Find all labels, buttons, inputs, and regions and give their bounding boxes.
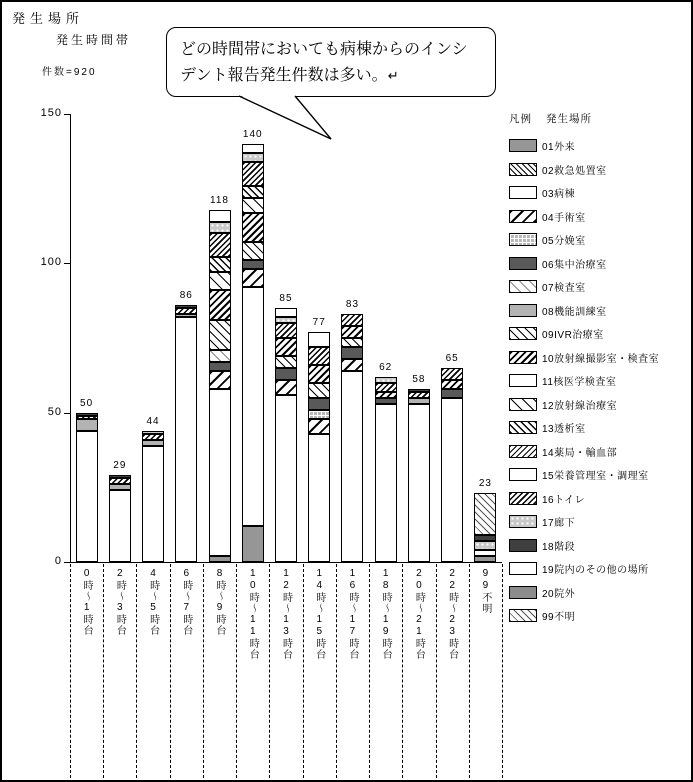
legend-label: 06集中治療室 [542,259,607,271]
legend-label: 14薬局・輸血部 [542,447,618,459]
y-tick-mark [64,562,70,563]
bar-segment-04 [209,371,231,389]
bar-segment-19 [209,210,231,222]
legend-item [509,351,691,364]
bar-segment-16 [408,392,430,398]
bar-segment-03 [308,434,330,562]
callout-tail [227,95,347,143]
legend-swatch-20 [509,586,537,599]
bar-segment-12 [209,272,231,290]
legend-label: 07検査室 [542,283,586,294]
bar-segment-07 [209,350,231,362]
bar-segment-18 [175,305,197,308]
bar-segment-19 [275,308,297,317]
bar-segment-13 [242,186,264,198]
legend-item [509,445,691,458]
bar-segment-06 [242,260,264,269]
legend-label: 12放射線治療室 [542,400,618,412]
page-title: 発生場所 [12,11,85,26]
x-axis-label-text: 99不明 [479,568,491,614]
bar-total-label: 85 [279,293,293,305]
stacked-bar [175,305,197,562]
x-axis-label-text: 22時〜23時台 [446,568,458,660]
legend-header-left: 凡例 [509,113,532,125]
bar-segment-17 [142,431,164,434]
bar-segment-16 [441,368,463,380]
bar-total-label: 62 [379,361,393,373]
legend-label: 99不明 [542,612,576,623]
bar-segment-10 [308,365,330,383]
bar-segment-06 [275,368,297,380]
bar-total-label: 140 [242,128,263,140]
legend-swatch-01 [509,139,537,152]
legend-item [509,515,691,528]
legend-item [509,257,691,270]
legend-label: 16トイレ [542,494,586,506]
bar-segment-09 [209,320,231,350]
legend-label: 09IVR治療室 [542,330,604,341]
bar-segment-09 [308,383,330,398]
bar-segment-10 [242,213,264,243]
bar-segment-03 [76,431,98,562]
stacked-bar [308,332,330,562]
legend-item [509,586,691,599]
x-axis-line [64,562,502,563]
x-axis-label [369,568,402,665]
bar-segment-05 [308,410,330,419]
legend-label: 05分娩室 [542,236,586,247]
stacked-bar [408,389,430,562]
legend-label: 08機能訓練室 [542,306,607,318]
stacked-bar [209,210,231,562]
bar-segment-99 [474,493,496,535]
bar-segment-16 [175,308,197,314]
bar-segment-08 [408,398,430,404]
legend-swatch-06 [509,257,537,270]
legend-item [509,421,691,434]
bar-total-label: 118 [210,194,229,206]
legend-item [509,186,691,199]
y-tick-mark [64,413,70,414]
stacked-bar [341,314,363,562]
bar-segment-18 [408,389,430,392]
bar-segment-16 [275,323,297,338]
stacked-bar [441,368,463,562]
legend-swatch-08 [509,304,537,317]
stacked-bar [242,144,264,562]
bar-segment-18 [109,475,131,478]
callout-bubble [166,27,496,97]
bar-segment-04 [341,359,363,371]
legend-item [509,562,691,575]
y-tick-label: 50 [47,405,62,418]
x-axis-label-text: 6時〜7時台 [180,568,192,636]
bar-segment-08 [76,419,98,431]
x-axis-title: 発生時間帯 [56,33,132,47]
bar-segment-03 [242,287,264,526]
x-axis-label [136,568,169,641]
x-axis-label [236,568,269,665]
bar-segment-01 [474,556,496,562]
legend-item [509,139,691,152]
legend-label: 20院外 [542,588,576,600]
legend-item [509,398,691,411]
legend-swatch-03 [509,186,537,199]
x-axis-label [103,568,136,641]
bar-total-label: 83 [345,299,360,311]
legend-swatch-02 [509,163,537,176]
bar-segment-18 [76,413,98,416]
bar-segment-16 [109,478,131,484]
x-axis-label [436,568,469,665]
bar-segment-04 [275,380,297,395]
bar-segment-18 [474,535,496,541]
legend-swatch-07 [509,280,537,293]
bar-segment-10 [275,338,297,356]
legend-label: 02救急処置室 [542,165,607,177]
bar-segment-08 [109,484,131,490]
stacked-bar [275,308,297,562]
bar-segment-16 [341,314,363,326]
bar-segment-04 [308,419,330,434]
bar-segment-03 [408,404,430,562]
bar-segment-09 [242,242,264,260]
bar-segment-16 [142,434,164,440]
bar-segment-01 [209,556,231,562]
legend-label: 18階段 [542,541,576,553]
legend-swatch-18 [509,539,537,552]
bar-segment-10 [209,290,231,320]
legend-header [509,111,691,126]
legend-swatch-13 [509,421,537,434]
x-axis-label-text: 18時〜19時台 [380,568,392,660]
bar-segment-12 [242,198,264,213]
bar-total-label: 29 [113,460,127,472]
legend-swatch-04 [509,210,537,223]
x-axis-label-text: 0時〜1時台 [81,568,93,636]
legend-label: 19院内のその他の場所 [542,565,649,576]
bar-segment-03 [341,371,363,562]
legend-item [509,233,691,246]
legend-item [509,304,691,317]
bar-segment-06 [209,362,231,371]
y-tick-mark [64,263,70,264]
legend-swatch-99 [509,609,537,622]
y-tick-label: 100 [40,256,62,269]
bar-total-label: 50 [80,397,94,409]
legend-swatch-16 [509,492,537,505]
x-axis-label-text: 4時〜5時台 [147,568,159,636]
bar-segment-03 [109,490,131,562]
bar-segment-16 [375,383,397,392]
x-axis-label [203,568,236,641]
bar-segment-13 [209,257,231,272]
legend-swatch-09 [509,327,537,340]
bar-segment-10 [375,392,397,398]
legend-swatch-14 [509,445,537,458]
stacked-bar [76,413,98,562]
bar-segment-17 [209,222,231,234]
bar-segment-06 [441,389,463,398]
x-axis-label [402,568,435,665]
legend-item [509,609,691,622]
x-axis-label [469,568,502,619]
legend-label: 15栄養管理室・調理室 [542,471,649,482]
bar-segment-09 [341,338,363,347]
bar-segment-08 [142,440,164,446]
bar-segment-17 [275,317,297,323]
legend-item [509,492,691,505]
legend-label: 03病棟 [542,189,576,200]
legend-swatch-12 [509,398,537,411]
bar-segment-03 [142,446,164,562]
x-axis-label-text: 12時〜13時台 [280,568,292,660]
bar-segment-16 [242,162,264,186]
bar-total-label: 65 [445,352,459,364]
category-divider-dashed-line [502,564,503,778]
bar-total-label: 44 [146,415,160,427]
x-axis-label [170,568,203,641]
bar-segment-09 [275,356,297,368]
x-axis-label [70,568,103,641]
bar-segment-04 [242,269,264,287]
stacked-bar [109,475,131,562]
legend-item [509,210,691,223]
legend-swatch-05 [509,233,537,246]
bar-total-label: 23 [478,478,492,490]
y-tick-mark [64,114,70,115]
legend-item [509,468,691,481]
bar-segment-08 [175,314,197,317]
bar-segment-17 [375,377,397,383]
bar-total-label: 77 [312,317,326,329]
legend-swatch-15 [509,468,537,481]
bar-segment-17 [242,153,264,162]
bar-segment-06 [308,398,330,410]
bar-segment-06 [375,398,397,404]
x-axis-label-text: 14時〜15時台 [313,568,325,660]
x-axis-label [269,568,302,665]
callout-text: どの時間帯においても病棟からのインシデント報告発生件数は多い。 [180,41,468,84]
bar-segment-03 [441,398,463,562]
x-axis-label-text: 10時〜11時台 [247,568,259,660]
paragraph-return-mark: ↵ [387,67,399,83]
legend-item [509,163,691,176]
bar-segment-16 [308,347,330,365]
y-tick-label: 150 [40,107,62,119]
total-count-note: 件数=920 [42,67,97,78]
bar-segment-03 [275,395,297,562]
stacked-bar [375,377,397,562]
legend-item [509,539,691,552]
legend-swatch-11 [509,374,537,387]
bar-total-label: 86 [179,290,193,302]
bar-segment-10 [441,380,463,389]
bar-segment-16 [209,233,231,257]
legend-swatch-19 [509,562,537,575]
bar-segment-17 [474,541,496,550]
x-axis-label [303,568,336,665]
bar-segment-03 [175,317,197,562]
x-axis-label-text: 20時〜21時台 [413,568,425,660]
bar-total-label: 58 [412,373,426,385]
bar-segment-06 [341,347,363,359]
y-axis-line [70,114,71,563]
legend-item [509,280,691,293]
legend-swatch-17 [509,515,537,528]
bar-segment-03 [474,550,496,556]
x-axis-label [336,568,369,665]
legend-item [509,374,691,387]
legend-label: 10放射線撮影室・検査室 [542,353,660,365]
bar-segment-19 [242,144,264,153]
stacked-bar [142,431,164,562]
bar-segment-01 [242,526,264,562]
legend-label: 11核医学検査室 [542,377,617,388]
legend-item [509,327,691,340]
legend-label: 13透析室 [542,424,586,435]
bar-segment-19 [308,332,330,347]
stacked-bar [474,493,496,562]
legend-items [509,139,691,622]
bar-segment-03 [375,404,397,562]
legend-header-right: 発生場所 [546,113,592,125]
bar-segment-03 [209,389,231,556]
bar-segment-16 [76,416,98,419]
bar-segment-10 [341,326,363,338]
x-axis-label-text: 8時〜9時台 [214,568,226,636]
x-axis-label-text: 16時〜17時台 [346,568,358,660]
legend-label: 01外来 [542,142,576,153]
x-axis-label-text: 2時〜3時台 [114,568,126,636]
legend-swatch-10 [509,351,537,364]
legend [509,111,691,633]
legend-label: 04手術室 [542,212,586,224]
y-tick-label: 0 [54,555,62,567]
legend-label: 17廊下 [542,518,576,529]
